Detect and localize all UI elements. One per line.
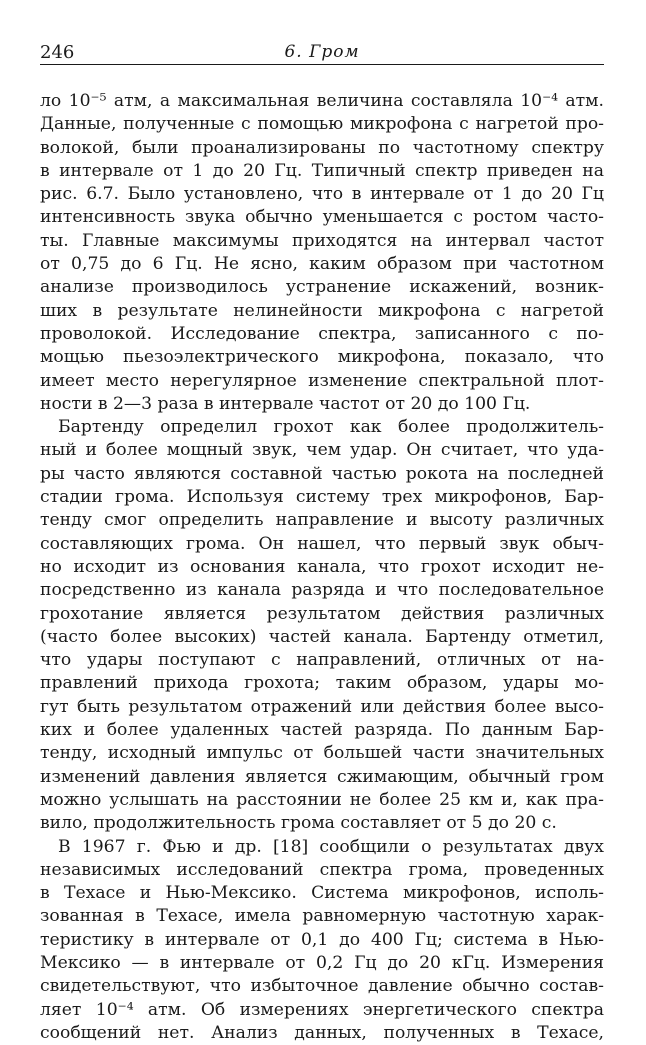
text-line: анализе производилось устранение искажений, возник- xyxy=(40,277,604,298)
text-line: ших в результате нелинейности микрофона с нагретой xyxy=(40,300,604,321)
text-line: стадии грома. Используя систему трех микрофонов, Бар- xyxy=(40,487,604,508)
text-line: тенду смог определить направление и высоту различных xyxy=(40,510,604,531)
text-line: Данные, полученные с помощью микрофона с нагретой про- xyxy=(40,114,604,135)
text-line: вило, продолжительность грома составляет от 5 до 20 с. xyxy=(40,813,557,834)
text-line: свидетельствуют, что избыточное давление обычно состав- xyxy=(40,976,604,997)
text-line: В 1967 г. Фью и др. [18] сообщили о результатах двух xyxy=(58,836,604,857)
text-line: ный и более мощный звук, чем удар. Он считает, что уда- xyxy=(40,440,604,461)
text-line: от 0,75 до 6 Гц. Не ясно, каким образом при частотном xyxy=(40,254,604,275)
text-line: ры часто являются составной частью рокота на последней xyxy=(40,463,604,484)
text-line: интенсивность звука обычно уменьшается с ростом часто- xyxy=(40,207,604,228)
text-line: ности в 2—3 раза в интервале частот от 20 до 100 Гц. xyxy=(40,393,531,414)
text-line: можно услышать на расстоянии не более 25 км и, как пра- xyxy=(40,789,604,810)
text-line: ляет 10⁻⁴ атм. Об измерениях энергетического спектра xyxy=(40,999,604,1020)
text-line: посредственно из канала разряда и что последовательное xyxy=(40,580,604,601)
text-line: ло 10⁻⁵ атм, а максимальная величина составляла 10⁻⁴ атм. xyxy=(40,91,604,111)
text-line: независимых исследований спектра грома, проведенных xyxy=(40,859,604,880)
text-line: волокой, были проанализированы по частотному спектру xyxy=(40,137,604,158)
text-line: тенду, исходный импульс от большей части значительных xyxy=(40,743,604,764)
text-line: составляющих грома. Он нашел, что первый звук обыч- xyxy=(40,533,604,554)
page-header xyxy=(40,36,604,65)
text-line: ты. Главные максимумы приходятся на интервал частот xyxy=(40,230,604,251)
body-text xyxy=(40,90,604,1045)
text-line: изменений давления является сжимающим, обычный гром xyxy=(40,766,604,787)
text-line: ких и более удаленных частей разряда. По данным Бар- xyxy=(40,720,604,741)
text-line: Мексико — в интервале от 0,2 Гц до 20 кГц. Измерения xyxy=(40,952,604,973)
text-line: сообщений нет. Анализ данных, полученных в Техасе, xyxy=(40,1022,604,1043)
text-line: грохотание является результатом действия различных xyxy=(40,603,604,624)
text-line: гут быть результатом отражений или действия более высо- xyxy=(40,696,604,717)
text-line: проволокой. Исследование спектра, записанного с по- xyxy=(40,323,604,344)
text-line: имеет место нерегулярное изменение спектральной плот- xyxy=(40,370,604,391)
running-title: 6. Гром xyxy=(284,42,360,62)
text-line: но исходит из основания канала, что грохот исходит не- xyxy=(40,556,604,577)
text-line: правлений прихода грохота; таким образом, удары мо- xyxy=(40,673,604,694)
text-line: в интервале от 1 до 20 Гц. Типичный спектр приведен на xyxy=(40,160,604,181)
text-line: мощью пьезоэлектрического микрофона, показало, что xyxy=(40,347,604,368)
text-line: зованная в Техасе, имела равномерную частотную харак- xyxy=(40,906,604,927)
text-line: (часто более высоких) частей канала. Бартенду отметил, xyxy=(40,626,604,647)
text-line: Бартенду определил грохот как более продолжитель- xyxy=(58,417,604,438)
text-line: в Техасе и Нью-Мексико. Система микрофонов, исполь- xyxy=(40,883,604,904)
text-line: теристику в интервале от 0,1 до 400 Гц; система в Нью- xyxy=(40,929,604,950)
page-number: 246 xyxy=(40,42,75,63)
text-line: рис. 6.7. Было установлено, что в интервале от 1 до 20 Гц xyxy=(40,184,604,205)
text-line: что удары поступают с направлений, отличных от на- xyxy=(40,650,604,671)
